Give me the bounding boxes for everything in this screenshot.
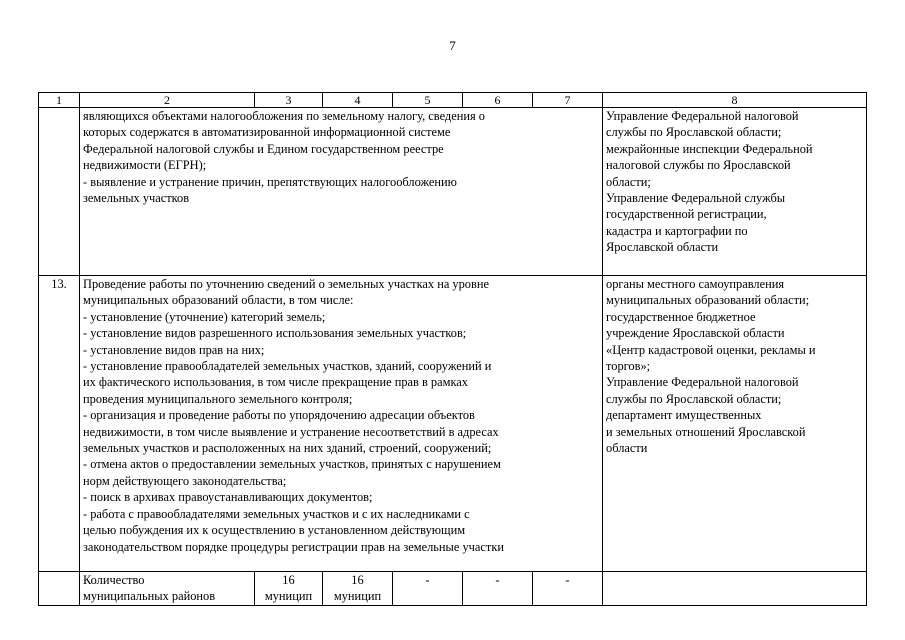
- text-line: налоговой службы по Ярославской: [606, 158, 791, 173]
- indicator-value-cell: [255, 572, 323, 606]
- indicator-value-cell: -: [533, 572, 603, 606]
- header-cell: 8: [603, 93, 867, 108]
- text-line: являющихся объектами налогообложения по земельному налогу, сведения о: [83, 109, 485, 123]
- responsible-cell: [603, 572, 867, 606]
- text-line: Количество: [83, 573, 145, 587]
- text-line: - организация и проведение работы по упорядочению адресации объектов: [83, 408, 475, 423]
- text-line: 16: [282, 573, 295, 587]
- header-row: [39, 93, 867, 108]
- text-line: - выявление и устранение причин, препятствующих налогообложению: [83, 174, 457, 189]
- text-line: - отмена актов о предоставлении земельных участков, принятых с нарушением: [83, 457, 501, 472]
- measure-description-cell: [80, 276, 603, 572]
- text-line: государственное бюджетное: [606, 309, 756, 324]
- header-cell: 5: [393, 93, 463, 108]
- text-line: - установление видов разрешенного использования земельных участков;: [83, 326, 467, 341]
- measure-description-cell: [80, 108, 603, 276]
- text-line: - установление правообладателей земельных участков, зданий, сооружений и: [83, 359, 492, 374]
- text-line: - работа с правообладателями земельных участков и с их наследниками с: [83, 506, 470, 521]
- row-number-cell: [39, 108, 80, 276]
- text-line: муницип: [264, 589, 313, 604]
- text-line: Управление Федеральной налоговой: [606, 375, 799, 390]
- text-line: муницип: [333, 589, 382, 604]
- text-line: области: [606, 441, 648, 456]
- text-line: муниципальных образований области;: [606, 293, 810, 308]
- text-line: - установление (уточнение) категорий земель;: [83, 309, 326, 324]
- text-line: кадастра и картографии по: [606, 223, 748, 238]
- text-line: органы местного самоуправления: [606, 277, 785, 291]
- text-line: земельных участков: [83, 191, 190, 206]
- indicator-value-cell: -: [393, 572, 463, 606]
- text-line: муниципальных образований области, в том числе:: [83, 293, 354, 308]
- plan-table: [38, 92, 867, 606]
- text-line: межрайонные инспекции Федеральной: [606, 141, 813, 156]
- text-line: земельных участков и расположенных на них зданий, строений, сооружений;: [83, 441, 492, 456]
- text-line: учреждение Ярославской области: [606, 326, 785, 341]
- continuation-row: [39, 108, 867, 276]
- text-line: Проведение работы по уточнению сведений о земельных участках на уровне: [83, 277, 489, 291]
- responsible-cell: [603, 276, 867, 572]
- indicator-row: [39, 572, 867, 606]
- text-line: службы по Ярославской области;: [606, 125, 782, 140]
- text-line: недвижимости, в том числе выявление и устранение несоответствий в адресах: [83, 424, 499, 439]
- text-line: недвижимости (ЕГРН);: [83, 158, 207, 173]
- header-cell: 2: [80, 93, 255, 108]
- text-line: и земельных отношений Ярославской: [606, 424, 806, 439]
- indicator-value-cell: -: [463, 572, 533, 606]
- indicator-label-cell: [80, 572, 255, 606]
- text-line: муниципальных районов: [83, 589, 216, 604]
- text-line: государственной регистрации,: [606, 207, 767, 222]
- responsible-cell: [603, 108, 867, 276]
- indicator-value-cell: [323, 572, 393, 606]
- row-number-cell: 13.: [39, 276, 80, 572]
- text-line: службы по Ярославской области;: [606, 391, 782, 406]
- text-line: Федеральной налоговой службы и Едином государственном реестре: [83, 141, 444, 156]
- text-line: Управление Федеральной налоговой: [606, 109, 799, 123]
- row-13: [39, 276, 867, 572]
- text-line: торгов»;: [606, 359, 651, 374]
- header-cell: 1: [39, 93, 80, 108]
- page-number: 7: [449, 38, 456, 53]
- row-number-cell: [39, 572, 80, 606]
- text-line: области;: [606, 174, 651, 189]
- text-line: - поиск в архивах правоустанавливающих документов;: [83, 490, 373, 505]
- text-line: их фактического использования, в том числе прекращение прав в рамках: [83, 375, 468, 390]
- text-line: Ярославской области: [606, 240, 719, 255]
- header-cell: 4: [323, 93, 393, 108]
- text-line: которых содержатся в автоматизированной информационной системе: [83, 125, 451, 140]
- text-line: целью побуждения их к осуществлению в установленном действующим: [83, 523, 466, 538]
- text-line: «Центр кадастровой оценки, рекламы и: [606, 342, 816, 357]
- text-line: проведения муниципального земельного контроля;: [83, 391, 353, 406]
- text-line: норм действующего законодательства;: [83, 473, 287, 488]
- header-cell: 3: [255, 93, 323, 108]
- text-line: департамент имущественных: [606, 408, 762, 423]
- header-cell: 7: [533, 93, 603, 108]
- text-line: 16: [351, 573, 364, 587]
- text-line: законодательством порядке процедуры регистрации прав на земельные участки: [83, 539, 504, 554]
- text-line: Управление Федеральной службы: [606, 191, 786, 206]
- text-line: - установление видов прав на них;: [83, 342, 265, 357]
- header-cell: 6: [463, 93, 533, 108]
